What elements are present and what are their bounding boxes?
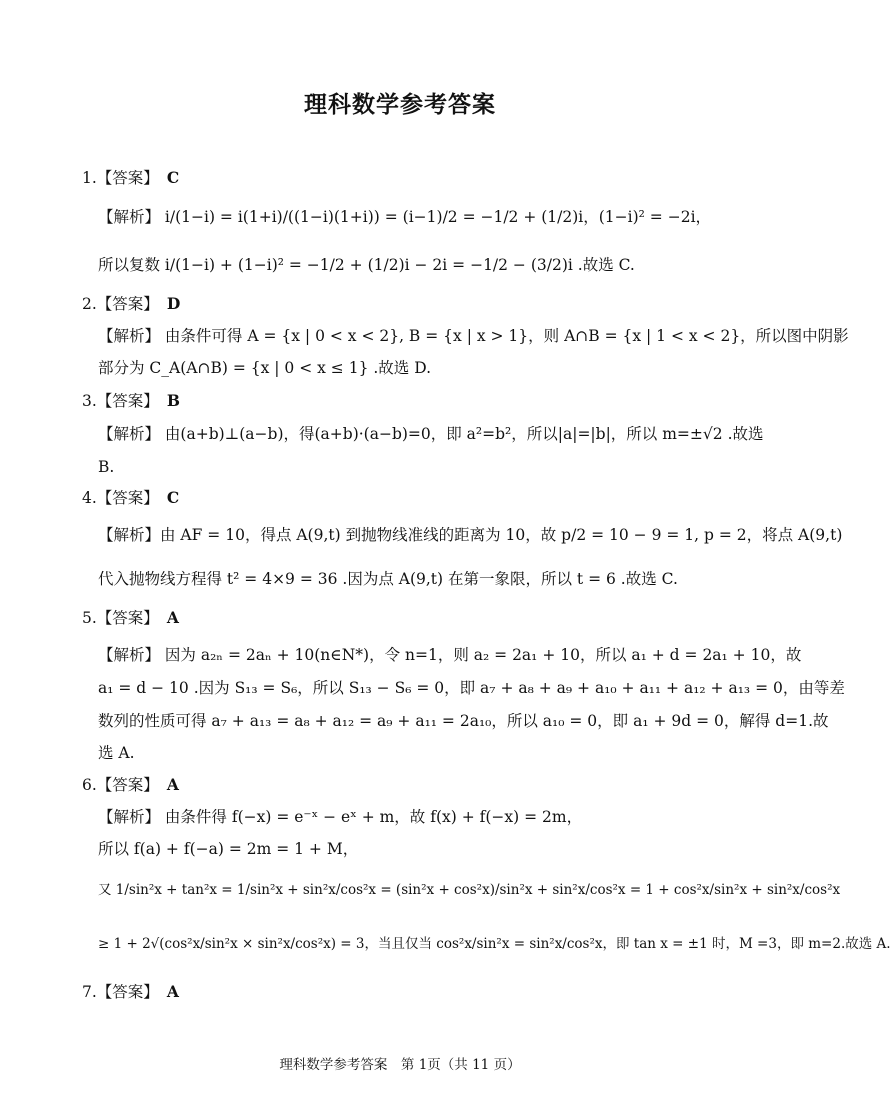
answer-label: 【答案】 bbox=[96, 489, 159, 507]
question-6-header bbox=[82, 775, 179, 795]
page-footer: 理科数学参考答案 第 1页（共 11 页） bbox=[279, 1057, 521, 1073]
q5-analysis-line-4: 选 A. bbox=[98, 744, 135, 762]
question-3-header bbox=[82, 391, 180, 411]
answer-value: A bbox=[166, 982, 179, 1001]
question-number: 7. bbox=[82, 983, 97, 1001]
answer-value: C bbox=[166, 488, 180, 507]
q5-analysis-line-3: 数列的性质可得 a₇ + a₁₃ = a₈ + a₁₂ = a₉ + a₁₁ = 2a₁₀，所以 a₁₀ = 0，即 a₁ + 9d = 0，解得 d=1.故 bbox=[98, 712, 829, 730]
answer-label: 【答案】 bbox=[96, 295, 159, 313]
question-number: 6. bbox=[82, 776, 97, 794]
answer-value: B bbox=[166, 391, 180, 410]
question-5-header bbox=[82, 608, 179, 628]
answer-label: 【答案】 bbox=[96, 609, 159, 627]
q1-analysis-line-2: 所以复数 i/(1−i) + (1−i)² = −1/2 + (1/2)i − 2i = −1/2 − (3/2)i .故选 C. bbox=[98, 256, 635, 274]
q4-analysis-line-1: 【解析】由 AF = 10，得点 A(9,t) 到抛物线准线的距离为 10，故 p/2 = 10 − 9 = 1, p = 2，将点 A(9,t) bbox=[98, 526, 843, 544]
question-number: 3. bbox=[82, 392, 97, 410]
question-number: 2. bbox=[82, 295, 97, 313]
q3-analysis-line-2: B. bbox=[98, 458, 115, 476]
question-number: 4. bbox=[82, 489, 97, 507]
q5-analysis-line-2: a₁ = d − 10 .因为 S₁₃ = S₆，所以 S₁₃ − S₆ = 0，即 a₇ + a₈ + a₉ + a₁₀ + a₁₁ + a₁₂ + a₁₃ = 0，由等差 bbox=[98, 679, 845, 697]
q6-analysis-line-4: ≥ 1 + 2√(cos²x/sin²x × sin²x/cos²x) = 3，当且仅当 cos²x/sin²x = sin²x/cos²x，即 tan x = ±1 时，M =3，即 m=2.故选 A. bbox=[98, 936, 891, 952]
answer-value: A bbox=[166, 608, 179, 627]
q6-analysis-line-3: 又 1/sin²x + tan²x = 1/sin²x + sin²x/cos²x = (sin²x + cos²x)/sin²x + sin²x/cos²x = 1 + cos²x/sin²x + sin²x/cos²x bbox=[98, 882, 841, 898]
question-1-header bbox=[82, 168, 179, 188]
q6-analysis-line-1: 【解析】 由条件得 f(−x) = e⁻ˣ − eˣ + m，故 f(x) + f(−x) = 2m， bbox=[98, 808, 583, 826]
q2-analysis-line-2: 部分为 C_A(A∩B) = {x | 0 < x ≤ 1} .故选 D. bbox=[98, 359, 432, 377]
answer-label: 【答案】 bbox=[96, 392, 159, 410]
q4-analysis-line-2: 代入抛物线方程得 t² = 4×9 = 36 .因为点 A(9,t) 在第一象限，所以 t = 6 .故选 C. bbox=[98, 570, 678, 588]
question-7-header bbox=[82, 982, 179, 1002]
answer-label: 【答案】 bbox=[96, 983, 159, 1001]
q1-analysis-line-1: 【解析】 i/(1−i) = i(1+i)/((1−i)(1+i)) = (i−1)/2 = −1/2 + (1/2)i，(1−i)² = −2i， bbox=[98, 208, 712, 226]
question-4-header bbox=[82, 488, 179, 508]
q6-analysis-line-2: 所以 f(a) + f(−a) = 2m = 1 + M， bbox=[98, 840, 359, 858]
question-number: 5. bbox=[82, 609, 97, 627]
q2-analysis-line-1: 【解析】 由条件可得 A = {x | 0 < x < 2}, B = {x | x > 1}，则 A∩B = {x | 1 < x < 2}，所以图中阴影 bbox=[98, 327, 849, 345]
answer-value: C bbox=[166, 168, 180, 187]
question-number: 1. bbox=[82, 169, 97, 187]
q5-analysis-line-1: 【解析】 因为 a₂ₙ = 2aₙ + 10(n∈N*)，令 n=1，则 a₂ = 2a₁ + 10，所以 a₁ + d = 2a₁ + 10，故 bbox=[98, 646, 802, 664]
q3-analysis-line-1: 【解析】 由(a+b)⊥(a−b)，得(a+b)·(a−b)=0，即 a²=b²，所以|a|=|b|，所以 m=±√2 .故选 bbox=[98, 425, 764, 443]
answer-value: A bbox=[166, 775, 179, 794]
answer-label: 【答案】 bbox=[96, 776, 159, 794]
answer-value: D bbox=[166, 294, 181, 313]
answer-label: 【答案】 bbox=[96, 169, 159, 187]
question-2-header bbox=[82, 294, 180, 314]
page-title: 理科数学参考答案 bbox=[304, 92, 496, 118]
